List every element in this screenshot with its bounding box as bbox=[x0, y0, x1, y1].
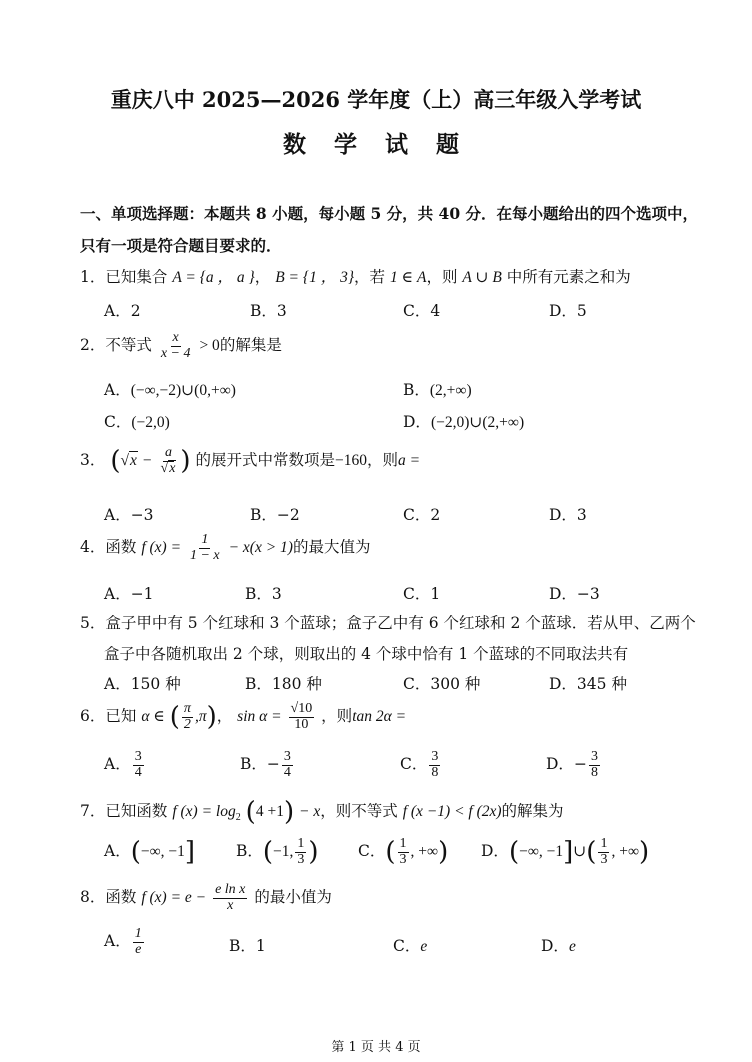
q7-option-c[interactable]: C．( $\frac{1}{3}$ , +∞) bbox=[358, 836, 449, 868]
question-number: 8． bbox=[80, 888, 106, 907]
q5-option-d[interactable]: D．345 种 bbox=[549, 675, 627, 693]
q4-option-b[interactable]: B．3 bbox=[245, 585, 282, 603]
question-1: 1．已知集合 A = {a ， a }， B = {1 ， 3}，若 1 ∈ A，则 A ∪ B 中所有元素之和为 bbox=[80, 268, 631, 286]
question-2: 2．不等式 $\frac{x}{x - 4}$ > 0的解集是 bbox=[80, 330, 282, 361]
q3-option-d[interactable]: D．3 bbox=[549, 506, 587, 524]
q2-option-b[interactable]: B．(2,+∞) bbox=[403, 381, 472, 399]
q6-option-d[interactable]: D．− $\frac{3}{8}$ bbox=[546, 749, 598, 780]
q6-option-c[interactable]: C． $\frac{3}{8}$ bbox=[400, 749, 439, 780]
q1-option-a[interactable]: A．2 bbox=[104, 302, 141, 320]
question-5-line2: 盒子中各随机取出 2 个球，则取出的 4 个球中恰有 1 个蓝球的不同取法共有 bbox=[104, 645, 629, 663]
section-heading-line1: 一、单项选择题：本题共 8 小题，每小题 5 分，共 40 分．在每小题给出的四个选项中， bbox=[80, 204, 699, 223]
question-3: 3． (√x − $\frac{a}{√x}$ ) 的展开式中常数项是−160，则a = bbox=[80, 445, 421, 477]
exam-subject: 数 学 试 题 bbox=[282, 131, 470, 158]
q8-option-c[interactable]: C．e bbox=[393, 937, 428, 955]
q1-option-b[interactable]: B．3 bbox=[250, 302, 287, 320]
q1-option-d[interactable]: D．5 bbox=[549, 302, 587, 320]
q5-option-b[interactable]: B．180 种 bbox=[245, 675, 322, 693]
q6-option-a[interactable]: A． $\frac{3}{4}$ bbox=[104, 749, 142, 780]
question-7: 7．已知函数 f $(x) = \log_2 (4 +1) - x$，则不等式 f (x −1) < f (2x)的解集为 bbox=[80, 797, 564, 827]
section-heading-line2: 只有一项是符合题目要求的． bbox=[80, 236, 282, 255]
fraction: $\frac{\text{e ln x}}{x}$ bbox=[215, 882, 246, 913]
question-number: 6． bbox=[80, 707, 106, 726]
question-number: 5． bbox=[80, 614, 106, 632]
q7-option-a[interactable]: A．(−∞, −1] bbox=[104, 837, 196, 867]
question-6: 6．已知 α ∈ ( $\frac{\pi}{2}$ ,π)， sin α = $\frac{√10}{10}$ ，则tan 2α = bbox=[80, 701, 407, 733]
q3-option-b[interactable]: B．−2 bbox=[250, 506, 300, 524]
question-number: 7． bbox=[80, 802, 106, 820]
fraction: $\frac{a}{√x}$ bbox=[160, 445, 176, 476]
question-8: 8．函数 f (x) = e − $\frac{\text{e ln x}}{x}$ 的最小值为 bbox=[80, 882, 332, 913]
question-number: 2． bbox=[80, 336, 106, 355]
q7-option-d[interactable]: D．(−∞, −1]∪( $\frac{1}{3}$ , +∞) bbox=[481, 836, 650, 868]
question-4: 4．函数 f (x) = $\frac{1}{1 - x}$ − x(x > 1)的最大值为 bbox=[80, 532, 371, 563]
q3-option-a[interactable]: A．−3 bbox=[104, 506, 154, 524]
question-number: 3． bbox=[80, 451, 106, 470]
page-number: 第 1 页 共 4 页 bbox=[331, 1040, 421, 1055]
q4-option-a[interactable]: A．−1 bbox=[104, 585, 154, 603]
q5-option-a[interactable]: A．150 种 bbox=[104, 675, 181, 693]
exam-title: 重庆八中 2025—2026 学年度（上）高三年级入学考试 bbox=[110, 87, 642, 112]
q8-option-d[interactable]: D．e bbox=[541, 937, 576, 955]
q3-option-c[interactable]: C．2 bbox=[403, 506, 441, 524]
q2-option-c[interactable]: C．(−2,0) bbox=[104, 413, 170, 431]
question-5-line1: 5．盒子甲中有 5 个红球和 3 个蓝球；盒子乙中有 6 个红球和 2 个蓝球．若从甲、乙两个 bbox=[80, 614, 696, 632]
set-b: B = {1 ， 3} bbox=[275, 269, 355, 286]
fraction: $\frac{\pi}{2}$ bbox=[183, 701, 191, 732]
q4-option-d[interactable]: D．−3 bbox=[549, 585, 600, 603]
q7-option-b[interactable]: B．(−1, $\frac{1}{3}$ ) bbox=[236, 836, 319, 868]
fraction: $\frac{1}{1 - x}$ bbox=[189, 532, 220, 563]
q6-option-b[interactable]: B．− $\frac{3}{4}$ bbox=[240, 749, 291, 780]
q1-option-c[interactable]: C．4 bbox=[403, 302, 441, 320]
q8-option-b[interactable]: B．1 bbox=[229, 937, 266, 955]
q5-option-c[interactable]: C．300 种 bbox=[403, 675, 481, 693]
fraction: $\frac{x}{x - 4}$ bbox=[160, 330, 191, 361]
q2-option-d[interactable]: D．(−2,0)∪(2,+∞) bbox=[403, 413, 525, 431]
question-number: 4． bbox=[80, 538, 106, 557]
q8-option-a[interactable]: A． $\frac{1}{e}$ bbox=[104, 926, 142, 957]
q2-option-a[interactable]: A．(−∞,−2)∪(0,+∞) bbox=[104, 381, 236, 399]
fraction: $\frac{√10}{10}$ bbox=[290, 701, 313, 732]
q4-option-c[interactable]: C．1 bbox=[403, 585, 441, 603]
question-number: 1． bbox=[80, 268, 106, 286]
set-a: A = {a ， a } bbox=[172, 269, 255, 286]
